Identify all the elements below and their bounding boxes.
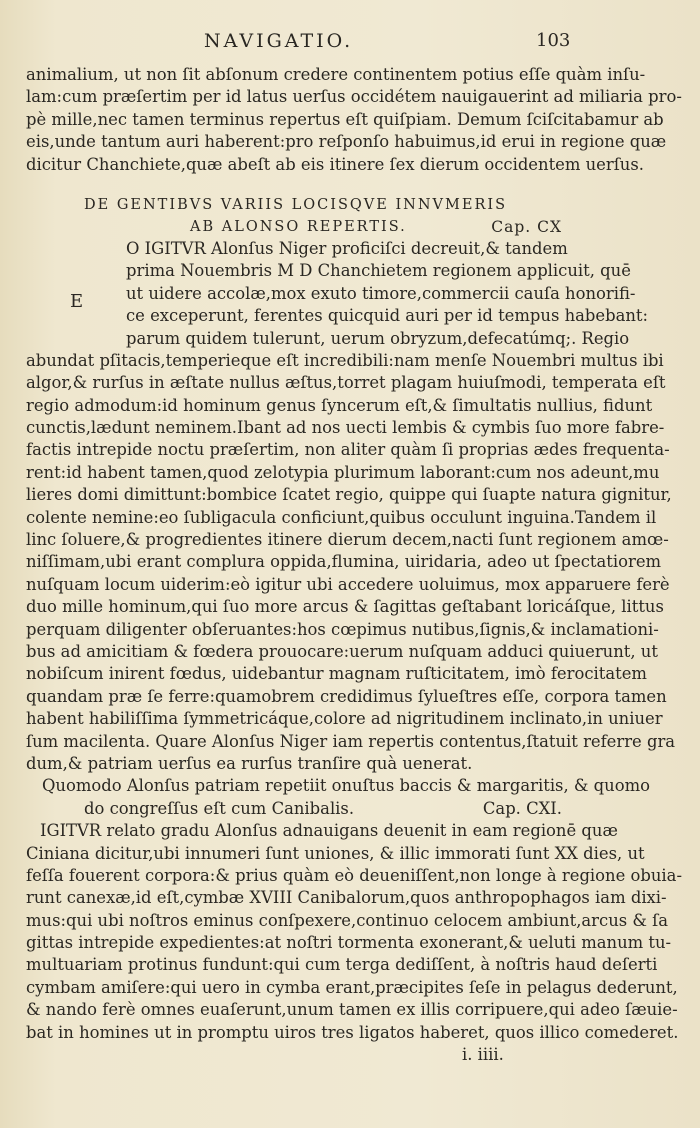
text-line: niſſimam,ubi erant complura oppida,flumina, uiridaria, adeo ut ſpectatiorem: [26, 552, 662, 572]
text-line: duo mille hominum,qui ſuo more arcus & ſagittas geſtabant loricáſque, littus: [26, 597, 664, 617]
text-line: mus:qui ubi noſtros eminus conſpexere,continuo celocem ambiunt,arcus & ſa: [26, 910, 669, 930]
paragraph-intro: [26, 64, 682, 176]
chapter-title-continued: do congreſſus eſt cum Canibalis.: [84, 798, 355, 818]
text-line: lieres domi dimittunt:bombice ſcatet regio, quippe qui ſuapte natura gignitur,: [26, 485, 672, 505]
text-line: ſum macilenta. Quare Alonſus Niger iam repertis contentus,ſtatuit referre gra: [26, 731, 676, 751]
text-line: feſſa fouerent corpora:& prius quàm eò deueniſſent,non longe à regione obuia-: [26, 865, 682, 885]
text-line: cymbam amiſere:qui uero in cymba erant,præcipites ſeſe in pelagus dederunt,: [26, 977, 678, 997]
text-line: dicitur Chanchiete,quæ abeſt ab eis itinere ſex dierum occidentem uerſus.: [26, 154, 644, 174]
chapter-number: Cap. CX: [491, 217, 562, 236]
text-line: lam:cum præſertim per id latus uerſus occidétem nauigauerint ad miliaria pro-: [26, 87, 682, 107]
text-line: prima Nouembris M D Chanchietem regionem applicuit, quē: [126, 261, 631, 281]
text-line: quandam præ ſe ferre:quamobrem credidimus ſylueſtres eſſe, corpora tamen: [26, 686, 667, 706]
text-line: linc ſoluere,& progredientes itinere dierum decem,nacti ſunt regionem amœ-: [26, 530, 669, 550]
text-line: & nando ferè omnes euaſerunt,unum tamen ex illis corripuere,qui adeo ſæuie-: [26, 1000, 678, 1020]
text-line: bus ad amicitiam & fœdera prouocare:uerum nuſquam adduci quiuerunt, ut: [26, 641, 658, 661]
chapter-title-line-2: [26, 798, 562, 820]
text-line: animalium, ut non ſit abſonum credere continentem potius eſſe quàm inſu-: [26, 65, 646, 84]
text-line: pè mille,nec tamen terminus repertus eſt quiſpiam. Demum ſciſcitabamur ab: [26, 109, 664, 129]
text-line: parum quidem tulerunt, uerum obryzum,defecatúmq;. Regio: [126, 328, 630, 348]
text-line: regio admodum:id hominum genus ſyncerum eſt,& ſimultatis nullius, fidunt: [26, 395, 653, 415]
running-title: NAVIGATIO.: [204, 30, 354, 52]
chapter-number: Cap. CXI.: [482, 798, 562, 818]
chapter-title: Quomodo Alonſus patriam repetiit onuſtus baccis & margaritis, & quomo: [42, 776, 651, 796]
text-line: factis intrepide noctu præſertim, non aliter quàm ſi proprias ædes frequenta-: [26, 440, 670, 460]
text-line: perquam diligenter obſeruantes:hos cœpimus nutibus,ſignis,& inclamationi-: [26, 619, 659, 639]
text-line: bat in homines ut in promptu uiros tres ligatos haberet, quos illico comederet.: [26, 1022, 679, 1042]
text-line: cunctis,lædunt neminem.Ibant ad nos uecti lembis & cymbis ſuo more fabre-: [26, 418, 665, 438]
body-text: [26, 64, 682, 1066]
text-line: eis,unde tantum auri haberent:pro reſponſo habuimus,id erui in regione quæ: [26, 132, 667, 152]
text-line: rent:id habent tamen,quod zelotypia plurimum laborant:cum nos adeunt,mu: [26, 462, 660, 482]
chapter-heading: DE GENTIBVS VARIIS LOCISQVE INNVMERIS: [84, 196, 508, 213]
text-line: habent habiliſſima ſymmetricáque,colore ad nigritudinem inclinato,in uniuer: [26, 709, 663, 729]
page-header: [0, 30, 700, 56]
drop-initial: E: [70, 290, 84, 312]
text-line: abundat pſitacis,temperieque eſt incredibili:nam menſe Nouembri multus ibi: [26, 350, 664, 370]
chapter-110: [26, 194, 676, 775]
text-line: algor,& rurſus in æſtate nullus æſtus,torret plagam huiuſmodi, temperata eſt: [26, 373, 666, 393]
text-line: Ciniana dicitur,ubi innumeri ſunt uniones, & illic immorati ſunt XX dies, ut: [26, 843, 645, 863]
text-line: runt canexæ,id eſt,cymbæ XVIII Canibalorum,quos anthropophagos iam dixi-: [26, 888, 667, 908]
text-line: colente nemine:eo ſubligacula conficiunt,quibus occulunt inguina.Tandem il: [26, 507, 657, 527]
chapter-heading-line-2: [26, 216, 562, 238]
page-number: 103: [536, 30, 571, 51]
signature-mark: i. iiii.: [462, 1045, 504, 1065]
text-line: dum,& patriam uerſus ea rurſus tranſire quà uenerat.: [26, 753, 473, 773]
text-line: gittas intrepide expedientes:at noſtri tormenta exonerant,& ueluti manum tu-: [26, 933, 672, 953]
chapter-111: [26, 775, 682, 1044]
text-line: IGITVR relato gradu Alonſus adnauigans deuenit in eam regionē quæ: [40, 821, 618, 841]
text-line: nuſquam locum uiderim:eò igitur ubi accedere uoluimus, mox apparuere ferè: [26, 574, 670, 594]
text-line: multuariam protinus fundunt:qui cum terga dediſſent, à noſtris haud deſerti: [26, 955, 658, 975]
chapter-subheading: AB ALONSO REPERTIS.: [190, 218, 407, 235]
text-line: nobiſcum inirent fœdus, uidebantur magnam ruſticitatem, imò ferocitatem: [26, 664, 647, 684]
text-line: ut uidere accolæ,mox exuto timore,commercii cauſa honorifi-: [126, 283, 636, 303]
text-line: O IGITVR Alonſus Niger proficiſci decreuit,& tandem: [126, 238, 568, 258]
text-line: ce exceperunt, ferentes quicquid auri per id tempus habebant:: [126, 306, 649, 326]
